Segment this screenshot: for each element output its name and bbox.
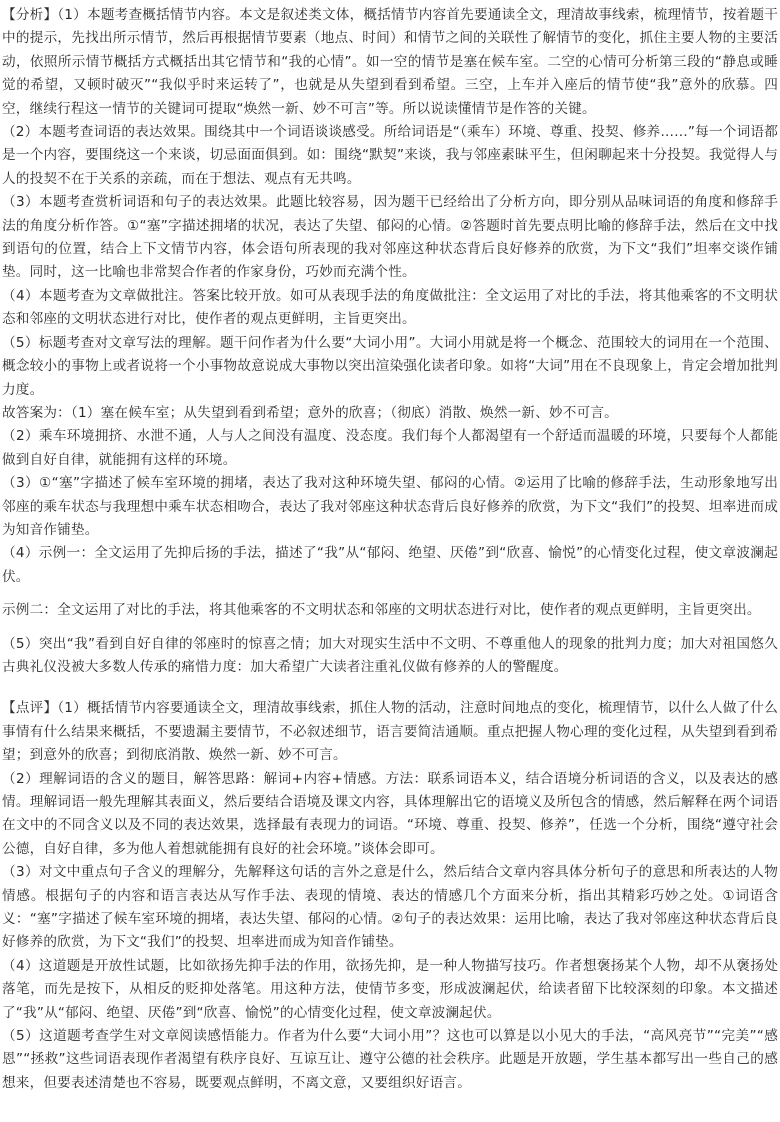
comment-paragraph-1: 【点评】（1）概括情节内容要通读全文，理清故事线索，抓住人物的活动，注意时间地点的变化，梳理情节，以什么人做了什么事情有什么结果来概括，不要遗漏主要情节，不必叙述细节，语言要简洁通顺。重点把握人物心理的变化过程，从失望到看到希望；到意外的欣喜；到彻底消散、焕然一新、妙不可言。 bbox=[2, 700, 778, 764]
spacer bbox=[2, 589, 778, 599]
answer-paragraph-2: （2）乘车环境拥挤、水泄不通，人与人之间没有温度、没态度。我们每个人都渴望有一个舒适而温暖的环境，只要每个人都能做到自好自律，就能拥有这样的环境。 bbox=[2, 428, 778, 468]
analysis-paragraph-5: （5）标题考查对文章写法的理解。题干问作者为什么要“大词小用”。大词小用就是将一个概念、范围较大的词用在一个范围、概念较小的事物上或者说将一个小事物故意说成大事物以突出渲染强化读者印象。如将“大词”用在不良现象上，肯定会增加批判力度。 bbox=[2, 334, 778, 398]
answer-paragraph-3: （3）①“塞”字描述了候车室环境的拥堵，表达了我对这种环境失望、郁闷的心情。②运用了比喻的修辞手法，生动形象地写出邻座的乘车状态与我理想中乘车状态相吻合，表达了我对邻座这种状态背后良好修养的欣赏，为下文“我们”的投契、坦率进而成为知音作铺垫。 bbox=[2, 475, 778, 538]
comment-paragraph-5: （5）这道题考查学生对文章阅读感悟能力。作者为什么要“大词小用”？这也可以算是以小见大的手法，“高风亮节”“完美”“感恩”“拯救”这些词语表现作者渴望有秩序良好、互谅互让、遵守公德的社会秩序。此题是开放题，学生基本都写出一些自己的感想来，但要表述清楚也不容易，既要观点鲜明，不离文意，又要组织好语言。 bbox=[2, 1028, 778, 1091]
comment-section bbox=[2, 697, 778, 1095]
answer-paragraph-1: 故答案为：（1）塞在候车室；从失望到看到希望；意外的欣喜；（彻底）消散、焕然一新、妙不可言。 bbox=[2, 404, 618, 421]
comment-paragraph-4: （4）这道题是开放性试题，比如欲扬先抑手法的作用，欲扬先抑，是一种人物描写技巧。作者想褒扬某个人物，却不从褒扬处落笔，而先是按下，从相反的贬抑处落笔。用这种方法，使情节多变，形成波澜起伏，给读者留下比较深刻的印象。本文描述了“我”从“郁闷、绝望、厌倦”到“欣喜、愉悦”的心情变化过程，使文章波澜起伏。 bbox=[2, 957, 778, 1021]
analysis-section bbox=[2, 4, 778, 402]
answer-paragraph-5: 示例二：全文运用了对比的手法，将其他乘客的不文明状态和邻座的文明状态进行对比，使作者的观点更鲜明，主旨更突出。 bbox=[2, 602, 761, 619]
answer-paragraph-6: （5）突出“我”看到自好自律的邻座时的惊喜之情；加大对现实生活中不文明、不尊重他人的现象的批判力度；加大对祖国悠久古典礼仪没被大多数人传承的痛惜力度：加大希望广大读者注重礼仪做有修养的人的警醒度。 bbox=[2, 635, 778, 675]
section-divider-space bbox=[2, 679, 778, 697]
answer-paragraph-4: （4）示例一：全文运用了先抑后扬的手法，描述了“我”从“郁闷、绝望、厌倦”到“欣喜、愉悦”的心情变化过程，使文章波澜起伏。 bbox=[2, 545, 778, 585]
comment-paragraph-2: （2）理解词语的含义的题目，解答思路：解词+内容+情感。方法：联系词语本义，结合语境分析词语的含义，以及表达的感情。理解词语一般先理解其表面义，然后要结合语境及课文内容，具体理解出它的语境义及所包含的情感，然后解释在两个词语在文中的不同含义以及不同的表达效果，选择最有表现力的词语。“环境、尊重、投契、修养”，任选一个分析，围绕“遵守社会公德，自好自律，多为他人着想就能拥有良好的社会环境。”谈体会即可。 bbox=[2, 770, 778, 857]
analysis-paragraph-1: 【分析】（1）本题考查概括情节内容。本文是叙述类文体，概括情节内容首先要通读全文，理清故事线索，梳理情节，按着题干中的提示，先找出所示情节，然后再根据情节要素（地点、时间）和情节之间的关联性了解情节的变化，抓住主要人物的主要活动，依照所示情节概括方式概括出其它情节和“我的心情”。如一空的情节是塞在候车室。二空的心情可分析第三段的“静息或睡觉的希望，又顿时破灭”“我似乎时来运转了”，也就是从失望到看到希望。三空，上车并入座后的情节使“我”意外的欣慕。四空，继续行程这一情节的关键词可提取“焕然一新、妙不可言”等。所以说读懂情节是作答的关键。 bbox=[2, 7, 778, 117]
analysis-paragraph-3: （3）本题考查赏析词语和句子的表达效果。此题比较容易，因为题干已经给出了分析方向，即分别从品味词语的角度和修辞手法的角度分析作答。①“塞”字描述拥堵的状况，表达了失望、郁闷的心情。②答题时首先要点明比喻的修辞手法，然后在文中找到语句的位置，结合上下文情节内容，体会语句所表现的我对邻座这种状态背后良好修养的欣赏，为下文“我们”坦率交谈作铺垫。同时，这一比喻也非常契合作者的作家身份，巧妙而充满个性。 bbox=[2, 194, 778, 281]
analysis-paragraph-2: （2）本题考查词语的表达效果。围绕其中一个词语谈谈感受。所给词语是“（乘车）环境、尊重、投契、修养……”每一个词语都是一个内容，要围绕这一个来谈，切忌面面俱到。如：围绕“默契”来谈，我与邻座素昧平生，但闲聊起来十分投契。我觉得人与人的投契不在于关系的亲疏，而在于想法、观点有无共鸣。 bbox=[2, 124, 778, 187]
analysis-paragraph-4: （4）本题考查为文章做批注。答案比较开放。如可从表现手法的角度做批注：全文运用了对比的手法，将其他乘客的不文明状态和邻座的文明状态进行对比，使作者的观点更鲜明，主旨更突出。 bbox=[2, 287, 778, 328]
spacer bbox=[2, 623, 778, 633]
answer-section bbox=[2, 402, 778, 679]
comment-paragraph-3: （3）对文中重点句子含义的理解分，先解释这句话的言外之意是什么，然后结合文章内容具体分析句子的意思和所表达的人物情感。根据句子的内容和语言表达从写作手法、表现的情境、表达的情感几个方面来分析，指出其精彩巧妙之处。①词语含义：“塞”字描述了候车室环境的拥堵，表达失望、郁闷的心情。②句子的表达效果：运用比喻，表达了我对邻座这种状态背后良好修养的欣赏，为下文“我们”的投契、坦率进而成为知音作铺垫。 bbox=[2, 864, 778, 951]
